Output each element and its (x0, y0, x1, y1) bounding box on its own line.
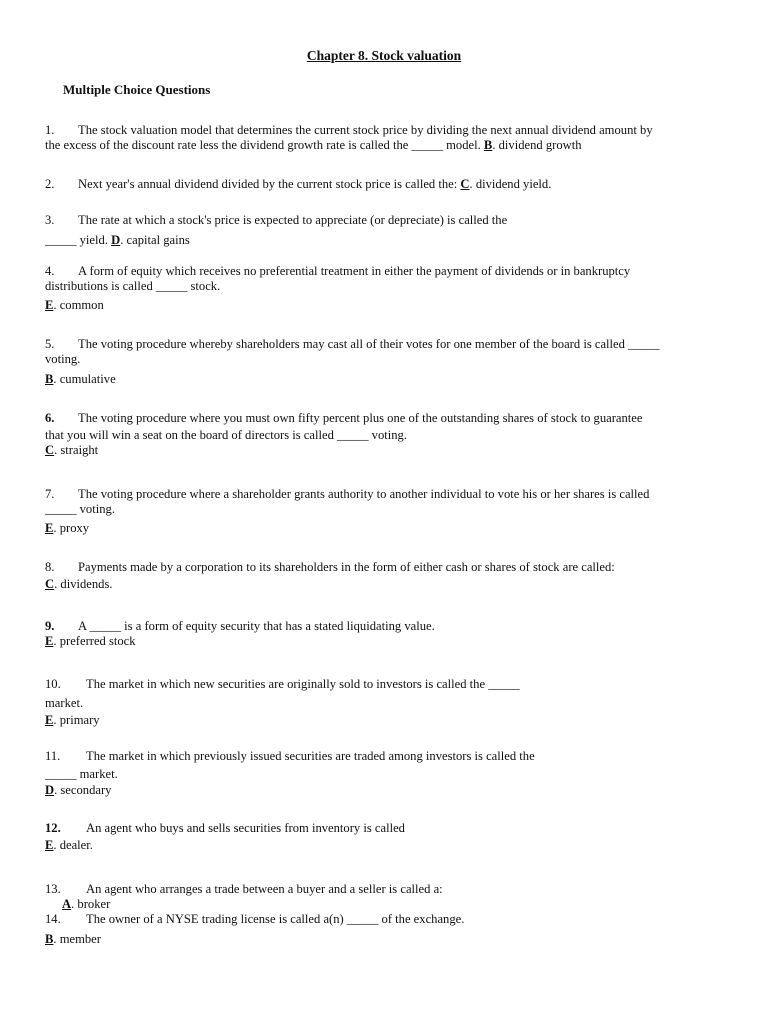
question-number: 9. (45, 619, 55, 633)
question-number: 14. (45, 912, 61, 926)
answer-letter: C (45, 577, 55, 591)
question-text: An agent who buys and sells securities from inventory is called (86, 821, 405, 835)
question-text: the excess of the discount rate less the dividend growth rate is called the _____ model. (45, 138, 481, 152)
question-item (45, 882, 723, 911)
question-item (45, 411, 723, 458)
question-number: 6. (45, 411, 55, 425)
answer-letter: B (483, 138, 493, 152)
question-text: The market in which new securities are originally sold to investors is called the _____ (86, 677, 520, 691)
answer-letter: E (45, 838, 54, 852)
question-line (45, 138, 723, 153)
question-number: 10. (45, 677, 61, 691)
question-item (45, 821, 723, 853)
answer-letter: D (45, 783, 55, 797)
answer-letter: C (460, 177, 470, 191)
question-number: 2. (45, 177, 55, 191)
question-item (45, 213, 723, 248)
question-text: The rate at which a stock's price is expected to appreciate (or depreciate) is called the (78, 213, 508, 227)
answer-letter: D (111, 233, 121, 247)
question-number: 11. (45, 749, 61, 763)
question-text: _____ yield. (45, 233, 108, 247)
question-item (45, 177, 723, 192)
question-text: The voting procedure whereby shareholders may cast all of their votes for one member of the board is called _____ (78, 337, 660, 351)
answer-text: . cumulative (53, 372, 116, 386)
question-number: 13. (45, 882, 61, 896)
question-text: Payments made by a corporation to its shareholders in the form of either cash or shares of stock are called: (78, 560, 615, 574)
question-text: The voting procedure where you must own fifty percent plus one of the outstanding shares of stock to guarantee (78, 411, 643, 425)
question-text: The stock valuation model that determines the current stock price by dividing the next annual dividend amount by (78, 123, 653, 137)
question-number: 8. (45, 560, 55, 574)
question-item (45, 487, 723, 536)
answer-text: . straight (54, 443, 99, 457)
question-number: 4. (45, 264, 55, 278)
answer-letter: B (45, 932, 54, 946)
question-text: The voting procedure where a shareholder grants authority to another individual to vote his or her shares is called (78, 487, 650, 501)
question-text: market. (45, 696, 84, 710)
answer-letter: E (45, 521, 54, 535)
answer-text: . secondary (54, 783, 112, 797)
question-text: _____ market. (45, 767, 118, 781)
answer-text: . member (53, 932, 101, 946)
question-text: distributions is called _____ stock. (45, 279, 221, 293)
answer-text: . capital gains (120, 233, 190, 247)
section-heading: Multiple Choice Questions (63, 82, 211, 97)
question-text: The owner of a NYSE trading license is called a(n) _____ of the exchange. (86, 912, 465, 926)
answer-letter: E (45, 298, 54, 312)
question-item (45, 912, 723, 947)
answer-text: . proxy (53, 521, 90, 535)
question-number: 3. (45, 213, 55, 227)
answer-text: . dealer. (53, 838, 93, 852)
question-item (45, 677, 723, 728)
answer-text: . preferred stock (53, 634, 136, 648)
answer-letter: C (45, 443, 55, 457)
question-item (45, 560, 723, 592)
question-text: _____ voting. (45, 502, 115, 516)
answer-text: . dividend yield. (469, 177, 552, 191)
answer-text: . dividend growth (492, 138, 582, 152)
question-item (45, 749, 723, 798)
question-text: A form of equity which receives no preferential treatment in either the payment of dividends or in bankruptcy (78, 264, 631, 278)
answer-text: . dividends. (54, 577, 113, 591)
question-text: The market in which previously issued securities are traded among investors is called the (86, 749, 535, 763)
answer-letter: B (45, 372, 54, 386)
document-title: Chapter 8. Stock valuation (306, 48, 462, 63)
question-item (45, 619, 723, 649)
answer-letter: A (62, 897, 72, 911)
answer-letter: E (45, 713, 54, 727)
question-line (45, 123, 723, 138)
question-text: that you will win a seat on the board of directors is called _____ voting. (45, 428, 407, 442)
question-number: 1. (45, 123, 55, 137)
question-number: 7. (45, 487, 55, 501)
question-number: 12. (45, 821, 61, 835)
question-item (45, 264, 723, 313)
question-text: Next year's annual dividend divided by the current stock price is called the: (78, 177, 458, 191)
answer-text: . broker (71, 897, 111, 911)
question-item (45, 337, 723, 387)
answer-letter: E (45, 634, 54, 648)
question-text: voting. (45, 352, 81, 366)
question-number: 5. (45, 337, 55, 351)
answer-text: . primary (53, 713, 100, 727)
question-item (45, 123, 723, 153)
answer-text: . common (53, 298, 104, 312)
question-text: An agent who arranges a trade between a buyer and a seller is called a: (86, 882, 443, 896)
question-text: A _____ is a form of equity security that has a stated liquidating value. (78, 619, 435, 633)
